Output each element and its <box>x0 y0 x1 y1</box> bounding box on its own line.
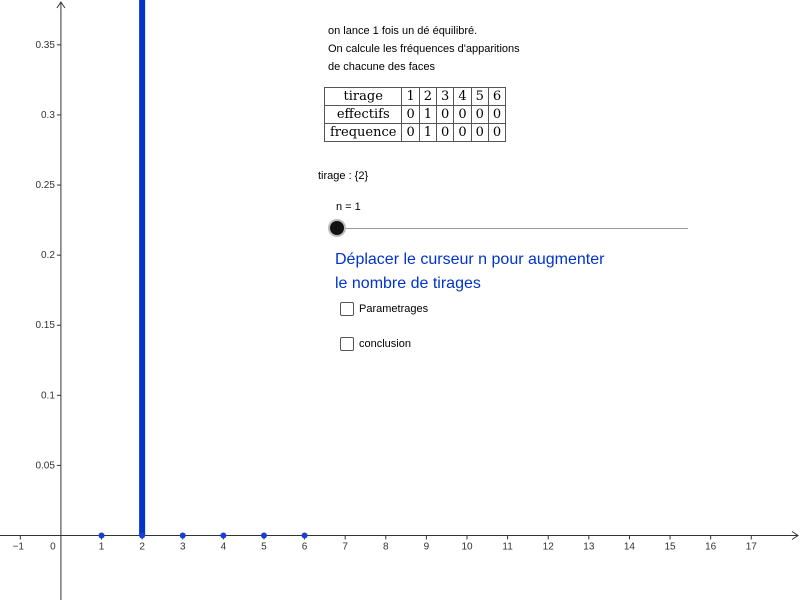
y-tick-label: 0.15 <box>35 320 55 332</box>
x-tick-label: 11 <box>502 541 513 553</box>
instruction-line-2: le nombre de tirages <box>335 275 481 292</box>
x-tick-label: 6 <box>301 541 308 553</box>
x-tick-label: 1 <box>98 541 105 553</box>
table-cell: 0 <box>402 106 419 124</box>
table-cell: 0 <box>471 106 488 124</box>
y-tick-label: 0.05 <box>35 460 55 472</box>
y-tick-label: 0.2 <box>41 250 55 262</box>
x-tick-label: 12 <box>542 541 554 553</box>
table-cell: 0 <box>488 106 505 124</box>
instruction-line-1: Déplacer le curseur n pour augmenter <box>335 251 605 268</box>
x-tick-label: 9 <box>423 541 430 553</box>
table-cell: 0 <box>437 106 454 124</box>
conclusion-checkbox[interactable] <box>340 337 354 351</box>
face-point <box>302 533 308 539</box>
x-tick-label: 15 <box>664 541 676 553</box>
y-tick-label: 0.25 <box>35 180 55 192</box>
x-tick-label: 2 <box>139 541 145 553</box>
face-point <box>220 533 226 539</box>
table-header-cell: 6 <box>488 88 505 106</box>
table-cell: 0 <box>454 106 471 124</box>
x-tick-label: 17 <box>745 541 757 553</box>
x-tick-label: 3 <box>179 541 186 553</box>
slider-track[interactable] <box>338 228 688 229</box>
parametrages-option[interactable] <box>340 302 428 316</box>
table-header-cell: 2 <box>419 88 436 106</box>
frequency-table <box>324 87 506 142</box>
x-tick-label: 13 <box>583 541 595 553</box>
conclusion-option[interactable] <box>340 337 411 351</box>
n-slider[interactable] <box>330 201 690 241</box>
table-cell: 0 <box>488 124 505 142</box>
intro-line-2: On calcule les fréquences d'apparitions <box>328 43 520 55</box>
table-header-cell: tirage <box>325 88 402 106</box>
parametrages-checkbox[interactable] <box>340 302 354 316</box>
x-tick-label: 7 <box>342 541 348 553</box>
face-point <box>99 533 105 539</box>
table-cell: 0 <box>454 124 471 142</box>
table-cell: 0 <box>471 124 488 142</box>
instruction-text <box>335 248 604 296</box>
y-tick-label: 0.3 <box>41 109 55 121</box>
table-header-row <box>325 88 506 106</box>
slider-knob[interactable] <box>330 221 344 235</box>
x-tick-label: 5 <box>261 541 267 553</box>
table-cell: 1 <box>419 124 436 142</box>
table-row-effectifs <box>325 106 506 124</box>
table-header-cell: 4 <box>454 88 471 106</box>
x-tick-label: 0 <box>50 541 56 553</box>
x-tick-label: 8 <box>383 541 389 553</box>
table-cell: 0 <box>437 124 454 142</box>
table-header-cell: 1 <box>402 88 419 106</box>
x-tick-label: 10 <box>461 541 473 553</box>
table-cell: effectifs <box>325 106 402 124</box>
intro-text <box>328 22 520 76</box>
y-tick-label: 0.1 <box>41 390 55 402</box>
table-header-cell: 3 <box>437 88 454 106</box>
table-cell: frequence <box>325 124 402 142</box>
table-header-cell: 5 <box>471 88 488 106</box>
parametrages-label: Parametrages <box>359 303 429 315</box>
y-tick-label: 0.35 <box>35 39 55 51</box>
conclusion-label: conclusion <box>359 338 411 350</box>
face-point <box>139 533 145 539</box>
table-cell: 1 <box>419 106 436 124</box>
slider-label: n = 1 <box>336 201 361 213</box>
tirage-set-text: tirage : {2} <box>318 170 369 182</box>
x-tick-label: 14 <box>623 541 636 553</box>
intro-line-1: on lance 1 fois un dé équilibré. <box>328 25 478 37</box>
x-tick-label: 4 <box>220 541 227 553</box>
intro-line-3: de chacune des faces <box>328 61 436 73</box>
table-cell: 0 <box>402 124 419 142</box>
table-row-frequence <box>325 124 506 142</box>
x-tick-label: −1 <box>12 541 25 553</box>
x-tick-label: 16 <box>705 541 717 553</box>
face-point <box>261 533 267 539</box>
face-point <box>180 533 186 539</box>
